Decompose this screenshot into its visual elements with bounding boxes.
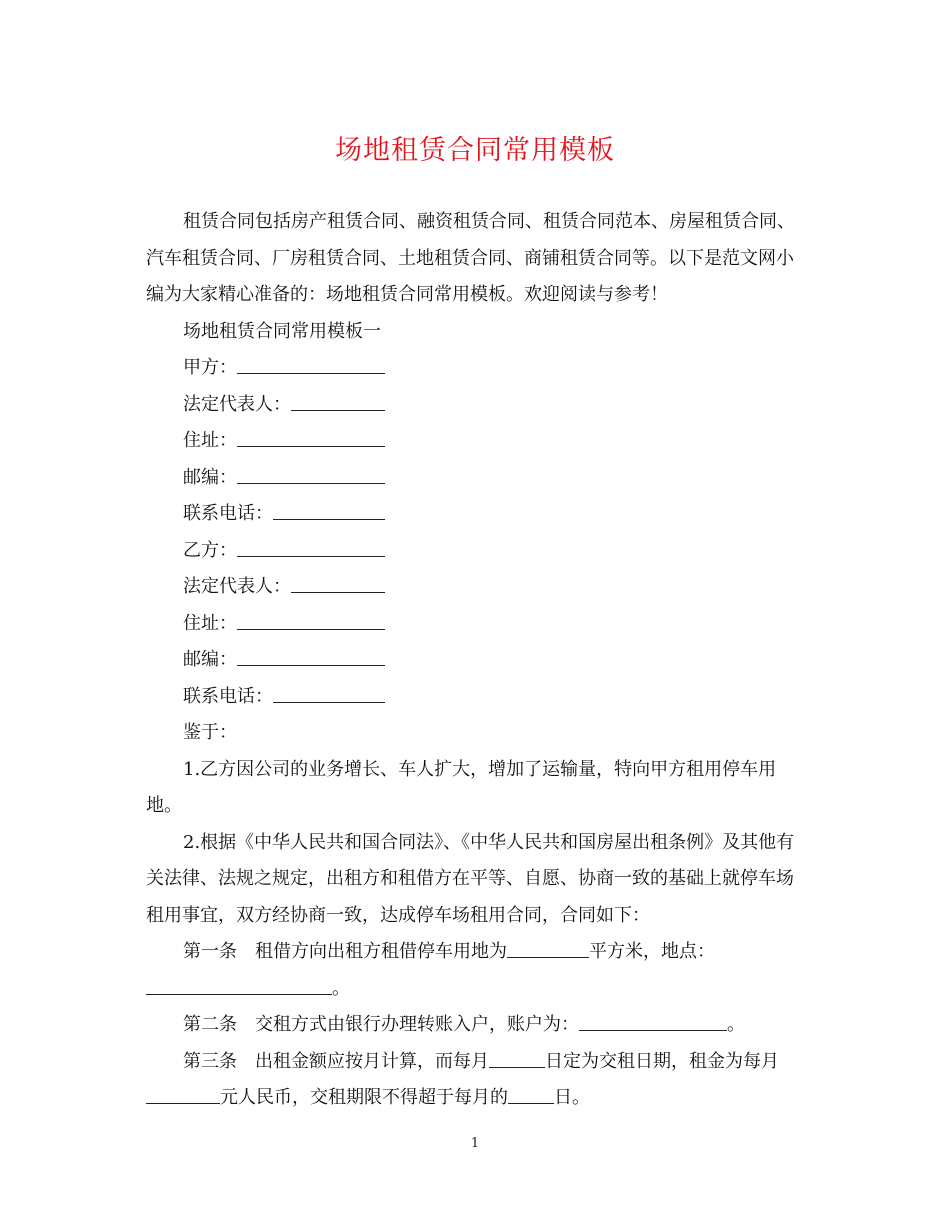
party-b-phone-label: 联系电话： xyxy=(183,685,273,707)
article-3-day-blank xyxy=(489,1050,545,1068)
party-a-blank xyxy=(237,356,385,374)
article-3-text-b: 日定为交租日期，租金为每月 xyxy=(545,1050,779,1072)
article-3-rent-blank xyxy=(146,1086,220,1104)
party-b-rep-label: 法定代表人： xyxy=(183,576,291,597)
article-3-deadline-blank xyxy=(508,1086,554,1104)
party-a-rep-line xyxy=(146,387,802,424)
article-1-text-b: 平方米，地点： xyxy=(589,941,715,962)
party-a-zip-line xyxy=(146,460,802,497)
article-1-end: 。 xyxy=(332,977,350,999)
party-b-blank xyxy=(237,539,385,557)
party-a-phone-label: 联系电话： xyxy=(183,503,273,524)
whereas-item-2: 2.根据《中华人民共和国合同法》、《中华人民共和国房屋出租条例》及其他有关法律、法规之规定，出租方和租借方在平等、自愿、协商一致的基础上就停车场租用事宜，双方经协商一致，达成停车场租用合同，合同如下： xyxy=(146,831,795,926)
article-3-label: 第三条 xyxy=(183,1050,237,1072)
intro-paragraph: 租赁合同包括房产租赁合同、融资租赁合同、租赁合同范本、房屋租赁合同、汽车租赁合同、厂房租赁合同、土地租赁合同、商铺租赁合同等。以下是范文网小编为大家精心准备的：场地租赁合同常用模板。欢迎阅读与参考！ xyxy=(146,211,795,305)
article-3-text-d: 日。 xyxy=(554,1087,590,1108)
party-b-zip-blank xyxy=(237,648,385,666)
article-2-text-a: 交租方式由银行办理转账入户，账户为： xyxy=(255,1014,579,1035)
party-b-address-line xyxy=(146,606,802,643)
party-b-rep-line xyxy=(146,569,802,606)
article-2-end: 。 xyxy=(727,1014,745,1035)
party-a-phone-line xyxy=(146,496,802,533)
party-a-address-blank xyxy=(237,429,385,447)
party-b-phone-blank xyxy=(273,685,385,703)
party-a-address-label: 住址： xyxy=(183,430,237,451)
party-a-line xyxy=(146,350,802,387)
party-b-zip-label: 邮编： xyxy=(183,649,237,670)
party-a-rep-blank xyxy=(291,393,385,411)
article-2-account-blank xyxy=(579,1013,727,1031)
article-1-text-a: 租借方向出租方租借停车用地为 xyxy=(255,941,507,962)
article-3-text-a: 出租金额应按月计算，而每月 xyxy=(255,1050,489,1072)
party-b-rep-blank xyxy=(291,575,385,593)
section-heading: 场地租赁合同常用模板一 xyxy=(183,320,381,342)
party-a-address-line xyxy=(146,423,802,460)
article-3 xyxy=(146,1044,802,1117)
party-a-zip-blank xyxy=(237,466,385,484)
article-3-text-c: 元人民币，交租期限不得超于每月的 xyxy=(220,1087,508,1108)
article-1-label: 第一条 xyxy=(183,941,237,962)
party-b-address-label: 住址： xyxy=(183,612,237,634)
party-b-phone-line xyxy=(146,679,802,716)
whereas-item-1: 1.乙方因公司的业务增长、车人扩大，增加了运输量，特向甲方租用停车用地。 xyxy=(146,758,777,816)
article-1-area-blank xyxy=(507,940,589,958)
article-2 xyxy=(146,1007,802,1044)
party-b-address-blank xyxy=(237,612,385,630)
party-a-label: 甲方： xyxy=(183,357,237,378)
party-b-line xyxy=(146,533,802,570)
party-a-phone-blank xyxy=(273,502,385,520)
document-title: 场地租赁合同常用模板 xyxy=(335,135,615,166)
article-2-label: 第二条 xyxy=(183,1014,237,1035)
page-number: 1 xyxy=(470,1136,480,1151)
party-b-zip-line xyxy=(146,642,802,679)
party-a-rep-label: 法定代表人： xyxy=(183,393,291,415)
party-b-label: 乙方： xyxy=(183,539,237,561)
document-body xyxy=(146,204,802,1117)
article-1 xyxy=(146,934,802,1007)
party-a-zip-label: 邮编： xyxy=(183,466,237,488)
article-1-location-blank xyxy=(146,977,332,995)
whereas-label: 鉴于： xyxy=(183,722,237,743)
